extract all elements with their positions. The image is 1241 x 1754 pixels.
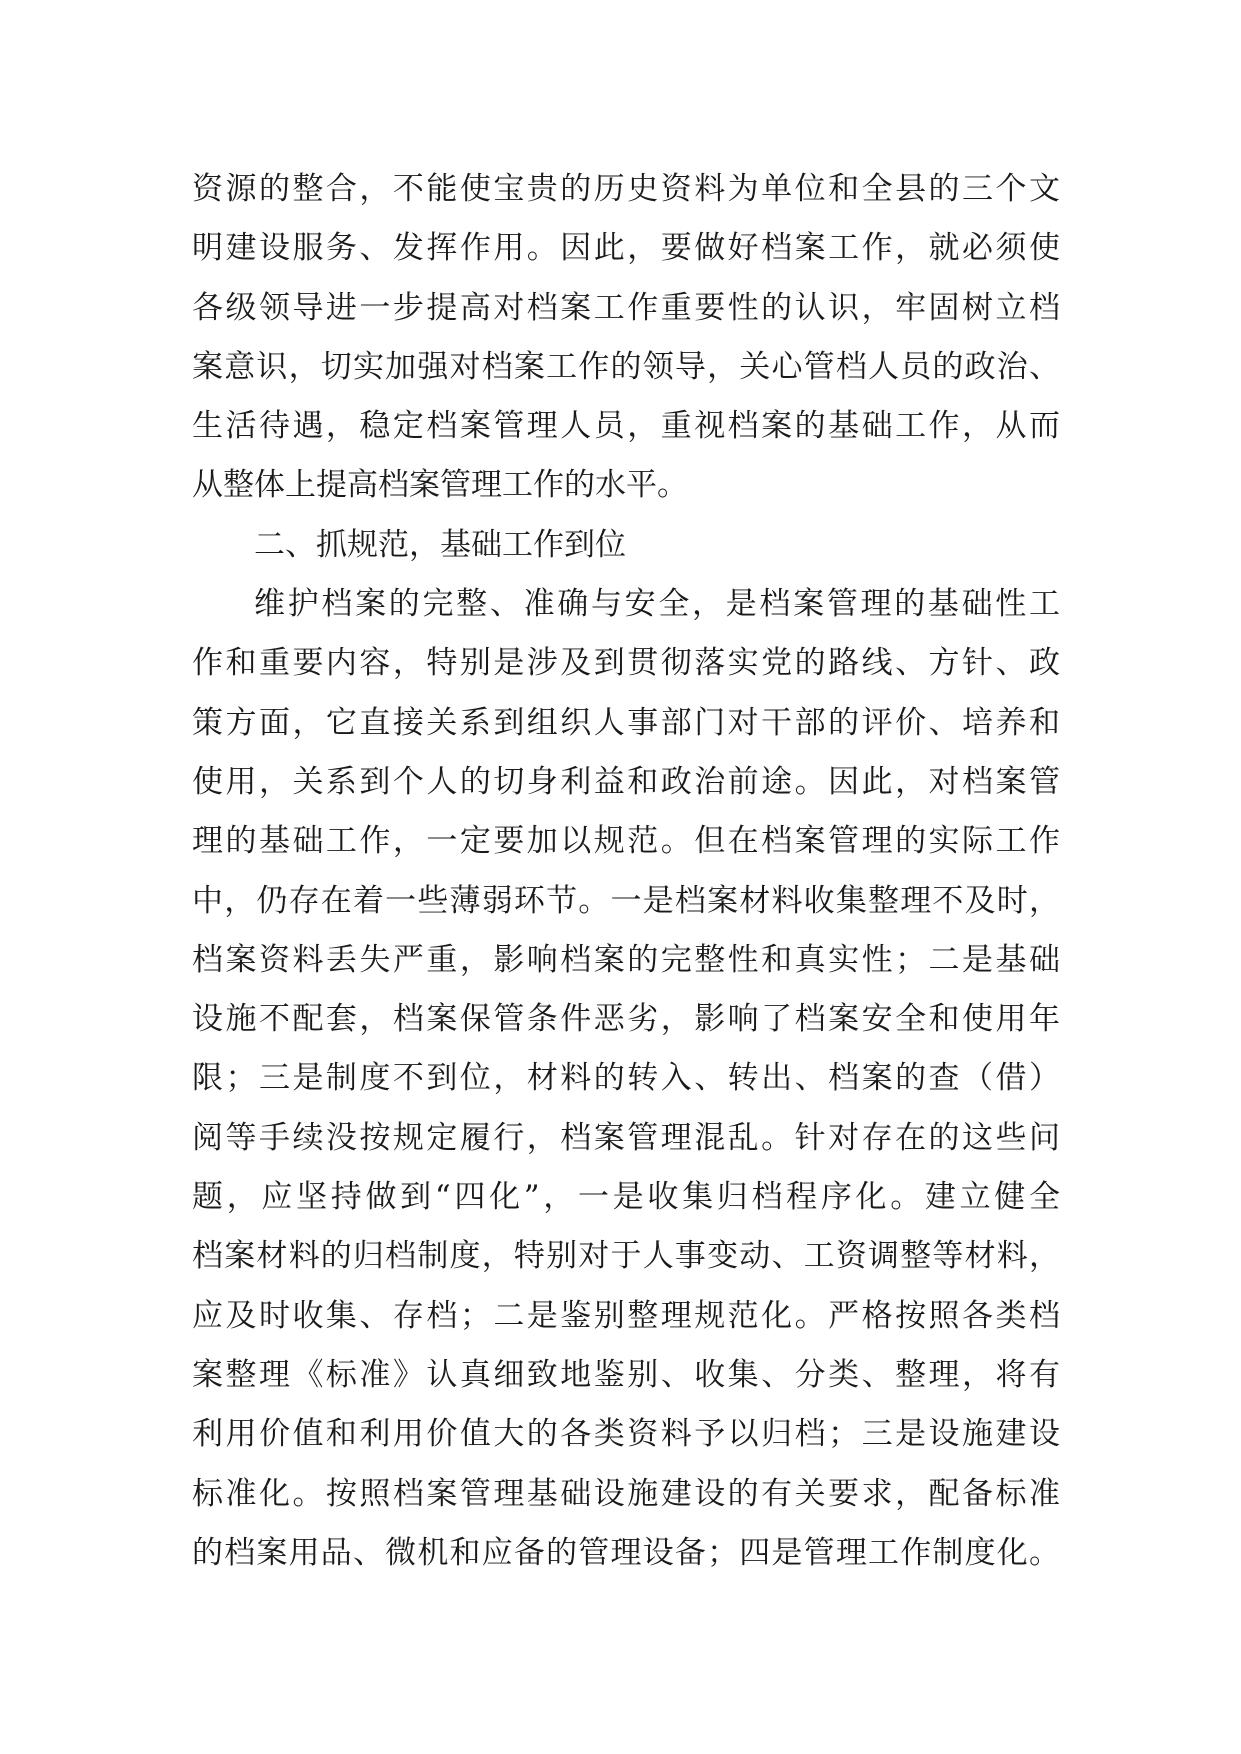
text-line: 生活待遇，稳定档案管理人员，重视档案的基础工作，从而 (192, 408, 1060, 445)
text-line: 应及时收集、存档；二是鉴别整理规范化。严格按照各类档 (192, 1297, 1060, 1334)
paragraph-2 (192, 575, 1060, 1583)
text-line: 题，应坚持做到“四化”，一是收集归档程序化。建立健全 (192, 1179, 1060, 1216)
section-heading-text: 二、抓规范，基础工作到位 (254, 526, 626, 563)
text-line: 作和重要内容，特别是涉及到贯彻落实党的路线、方针、政 (192, 645, 1060, 682)
text-line: 使用，关系到个人的切身利益和政治前途。因此，对档案管 (192, 763, 1060, 800)
text-line: 限；三是制度不到位，材料的转入、转出、档案的查（借） (192, 1060, 1060, 1097)
text-line: 理的基础工作，一定要加以规范。但在档案管理的实际工作 (192, 823, 1060, 860)
text-line: 标准化。按照档案管理基础设施建设的有关要求，配备标准 (192, 1475, 1060, 1512)
text-line: 策方面，它直接关系到组织人事部门对干部的评价、培养和 (192, 704, 1060, 741)
paragraph-1 (192, 160, 1060, 516)
text-line: 阅等手续没按规定履行，档案管理混乱。针对存在的这些问 (192, 1119, 1060, 1156)
document-body (192, 160, 1060, 1583)
text-line: 案整理《标准》认真细致地鉴别、收集、分类、整理，将有 (192, 1356, 1060, 1393)
text-line: 从整体上提高档案管理工作的水平。 (192, 467, 688, 504)
text-line: 维护档案的完整、准确与安全，是档案管理的基础性工 (254, 586, 1060, 623)
text-line: 利用价值和利用价值大的各类资料予以归档；三是设施建设 (192, 1416, 1060, 1453)
section-heading (192, 516, 1060, 575)
text-line: 档案材料的归档制度，特别对于人事变动、工资调整等材料， (192, 1238, 1060, 1275)
text-line: 档案资料丢失严重，影响档案的完整性和真实性；二是基础 (192, 941, 1060, 978)
text-line: 设施不配套，档案保管条件恶劣，影响了档案安全和使用年 (192, 1001, 1060, 1038)
text-line: 中，仍存在着一些薄弱环节。一是档案材料收集整理不及时， (192, 882, 1060, 919)
text-line: 资源的整合，不能使宝贵的历史资料为单位和全县的三个文 (192, 171, 1060, 207)
text-line: 案意识，切实加强对档案工作的领导，关心管档人员的政治、 (192, 348, 1060, 385)
text-line: 的档案用品、微机和应备的管理设备；四是管理工作制度化。 (192, 1534, 1060, 1571)
text-line: 明建设服务、发挥作用。因此，要做好档案工作，就必须使 (192, 230, 1060, 267)
text-line: 各级领导进一步提高对档案工作重要性的认识，牢固树立档 (192, 289, 1060, 326)
